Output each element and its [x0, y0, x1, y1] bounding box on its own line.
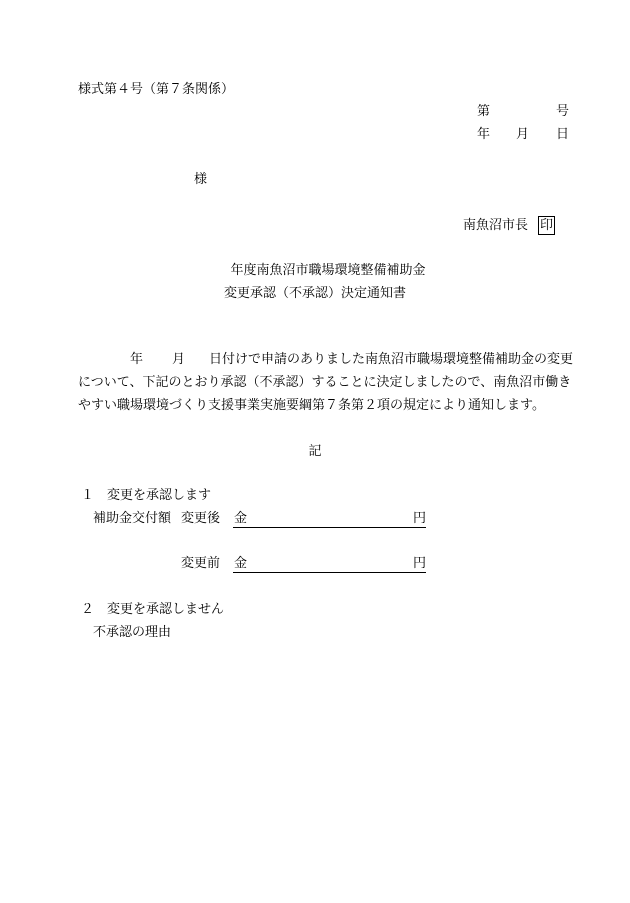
date-day: 日: [556, 127, 570, 142]
before-change-label: 変更前: [181, 556, 221, 571]
body-date-month: 月: [172, 352, 186, 367]
disapproval-reason-label: 不承認の理由: [93, 625, 172, 640]
after-change-label: 変更後: [181, 511, 221, 526]
section2-heading: ２ 変更を承認しません: [81, 602, 225, 617]
doc-number-prefix: 第: [477, 104, 491, 119]
title-line1: 年度南魚沼市職場環境整備補助金: [230, 263, 426, 278]
subsidy-amount-label: 補助金交付額: [93, 511, 172, 526]
date-year: 年: [477, 127, 491, 142]
body-date-year: 年: [130, 352, 144, 367]
form-number: 様式第４号（第７条関係）: [78, 82, 235, 97]
after-currency-suffix: 円: [413, 511, 427, 526]
section1-heading: １ 変更を承認します: [81, 488, 212, 503]
title-line2: 変更承認（不承認）決定通知書: [223, 286, 406, 301]
after-change-amount-field[interactable]: [233, 511, 426, 528]
doc-number-suffix: 号: [556, 104, 570, 119]
body-line3: やすい職場環境づくり支援事業実施要綱第７条第２項の規定により通知します。: [78, 398, 545, 413]
seal-box: 印: [540, 218, 554, 233]
before-currency-prefix: 金: [234, 556, 248, 571]
after-currency-prefix: 金: [234, 511, 248, 526]
body-line1: 日付けで申請のありました南魚沼市職場環境整備補助金の変更: [209, 352, 574, 367]
addressee-honorific: 様: [194, 172, 208, 187]
body-line2: について、下記のとおり承認（不承認）することに決定しましたので、南魚沼市働き: [78, 375, 572, 390]
before-change-amount-field[interactable]: [233, 556, 426, 573]
issuer-name: 南魚沼市長: [463, 218, 529, 233]
date-month: 月: [516, 127, 530, 142]
ki-marker: 記: [308, 444, 322, 459]
before-currency-suffix: 円: [413, 556, 427, 571]
